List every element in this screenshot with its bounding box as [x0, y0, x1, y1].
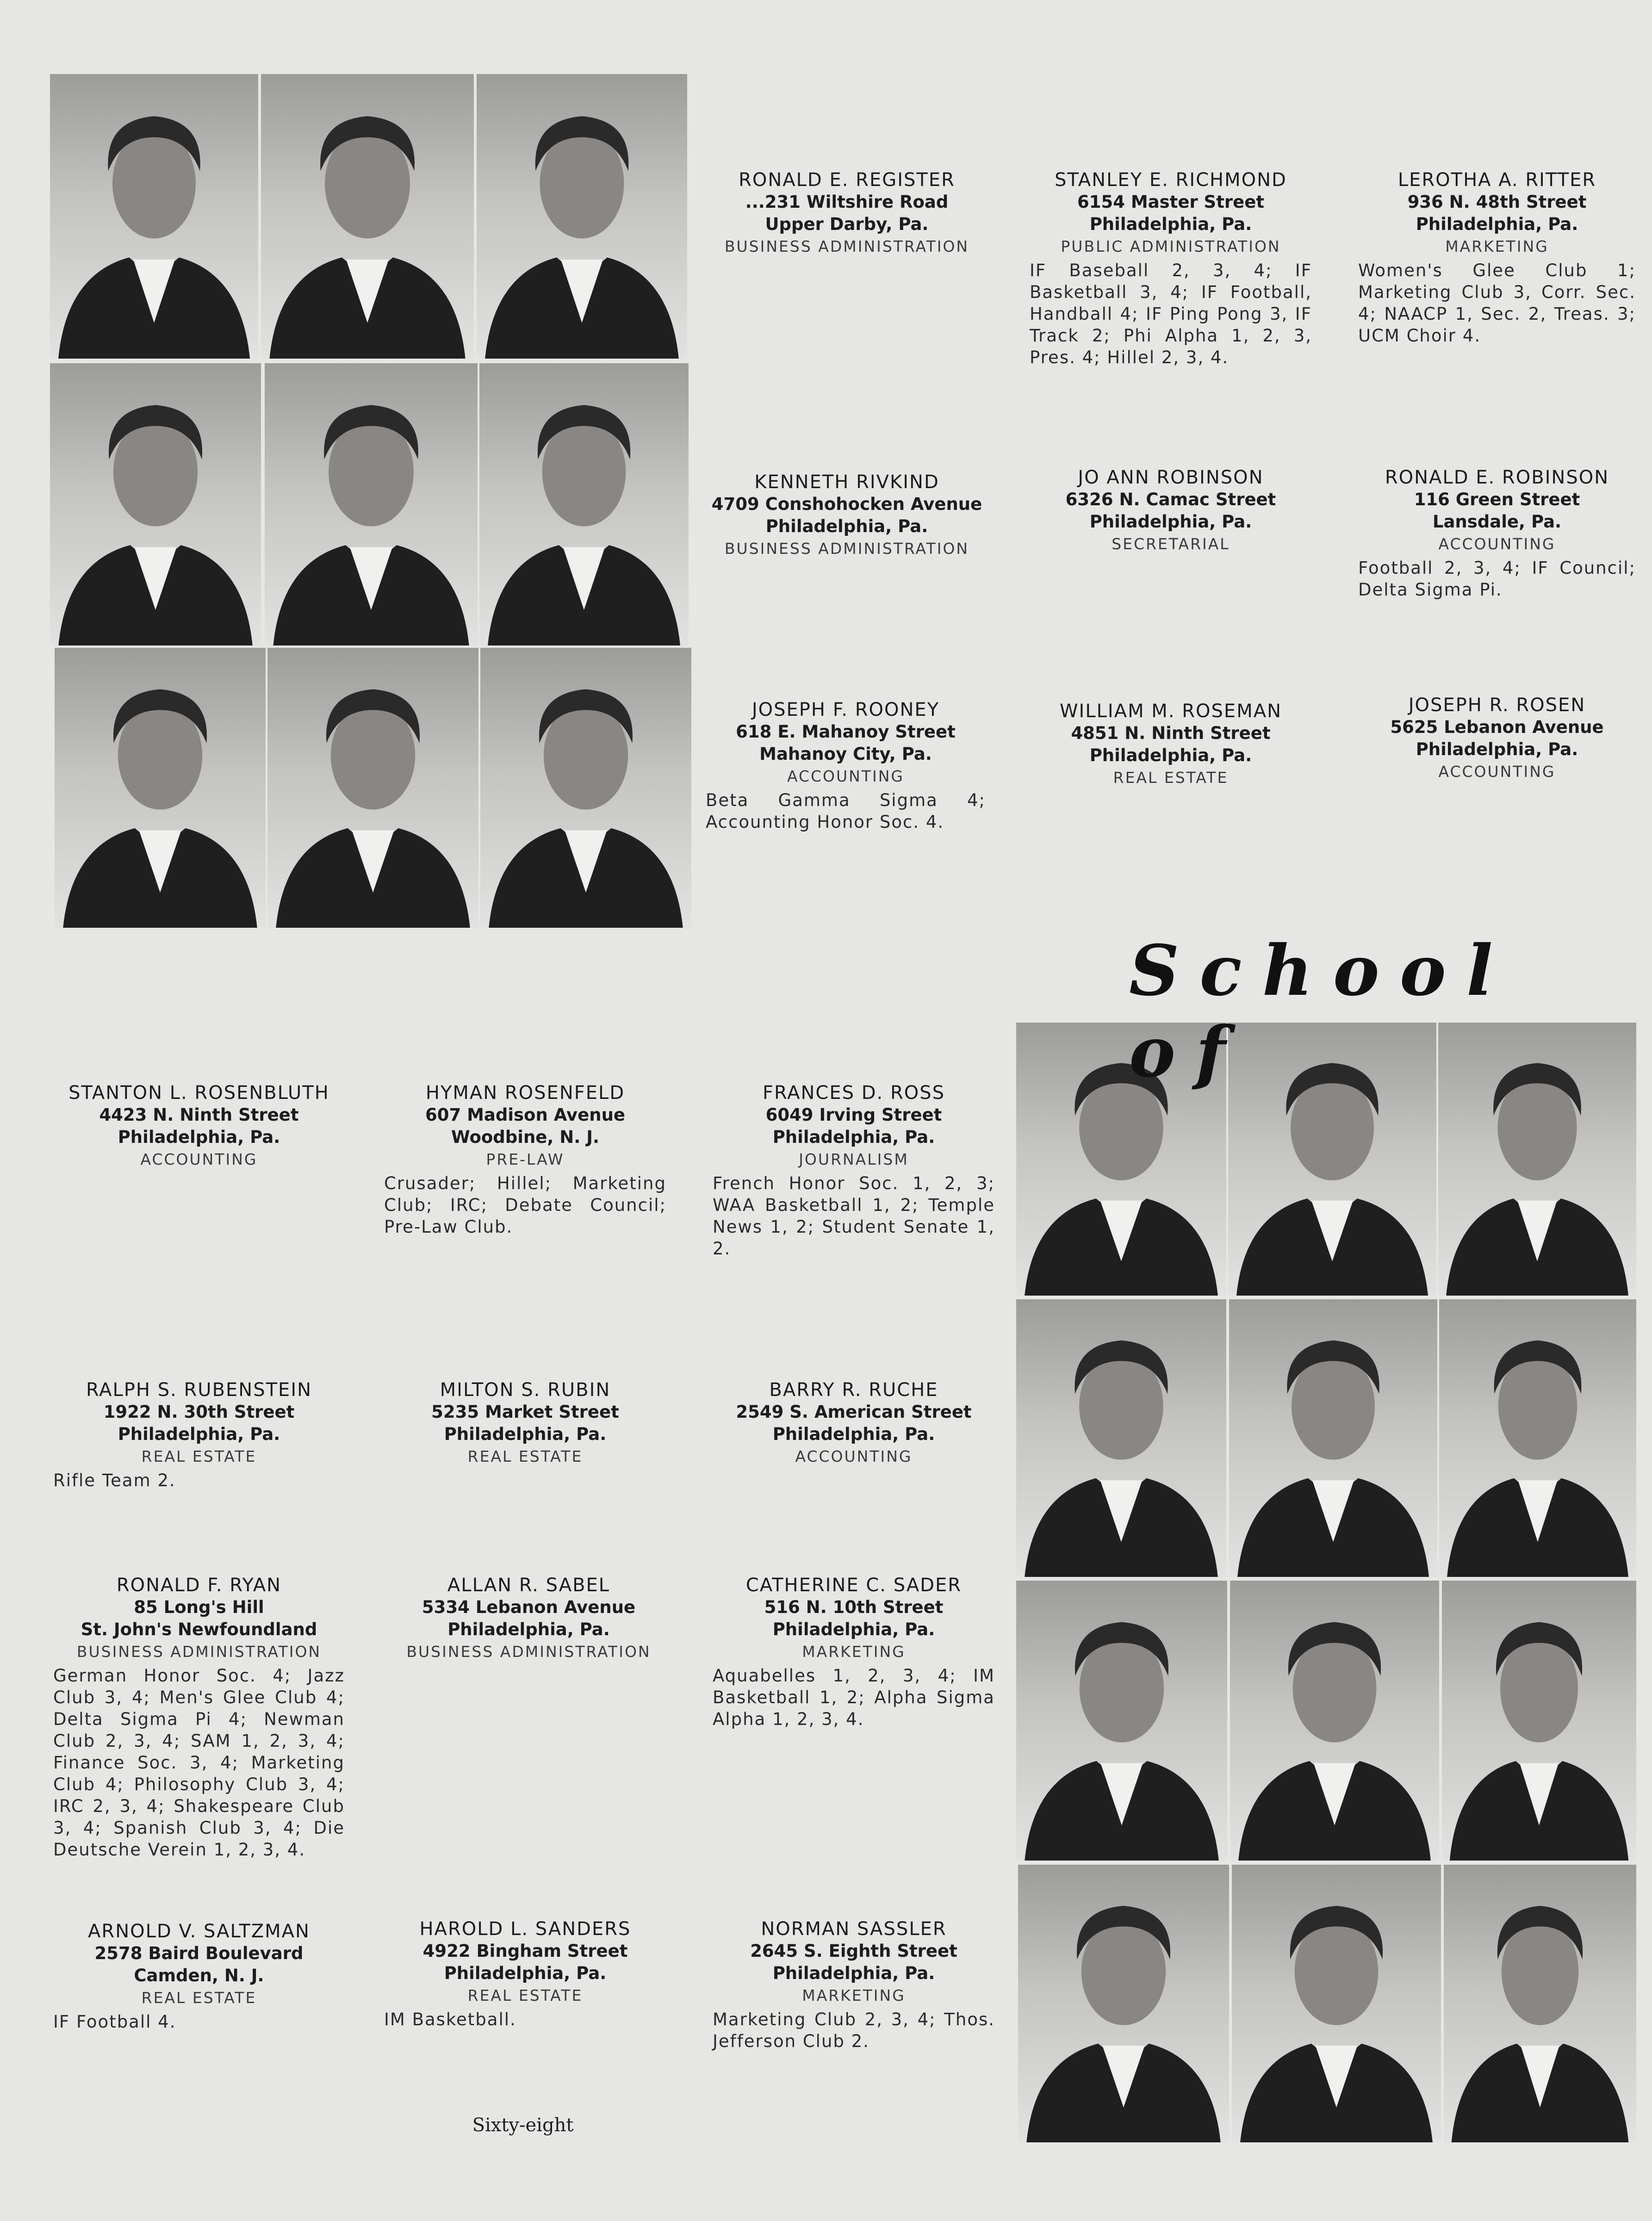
student-address: 4922 Bingham Street [422, 1941, 628, 1961]
portrait-photo [477, 74, 687, 359]
student-entry [1030, 700, 1312, 789]
student-address: 6154 Master Street [1077, 192, 1265, 212]
student-name: RONALD F. RYAN [116, 1575, 282, 1596]
student-entry [384, 1574, 673, 1663]
student-address: 5334 Lebanon Avenue [422, 1597, 636, 1617]
student-name: WILLIAM M. ROSEMAN [1060, 701, 1282, 722]
portrait-photo [1439, 1299, 1636, 1577]
student-entry [1358, 694, 1636, 783]
student-entry [384, 1918, 666, 2030]
student-city: Philadelphia, Pa. [765, 516, 928, 536]
student-major: SECRETARIAL [1112, 535, 1230, 553]
student-name: STANTON L. ROSENBLUTH [68, 1082, 329, 1104]
student-city: Philadelphia, Pa. [1089, 214, 1252, 234]
student-entry [713, 1574, 995, 1730]
student-address: ...231 Wiltshire Road [745, 192, 949, 212]
portrait-photo [1442, 1581, 1636, 1861]
student-city: Philadelphia, Pa. [772, 1619, 935, 1639]
student-name: STANLEY E. RICHMOND [1055, 169, 1287, 191]
portrait-photo [1229, 1299, 1437, 1577]
student-major: REAL ESTATE [1113, 769, 1229, 787]
student-entry [713, 1082, 995, 1259]
student-activities: IF Baseball 2, 3, 4; IF Basketball 3, 4; IF Football, Handball 4; IF Ping Pong 3, IF Track 2; Phi Alpha 1, 2, 3, Pres. 4; Hillel 2, 3, 4. [1030, 261, 1312, 367]
student-name: RALPH S. RUBENSTEIN [86, 1379, 312, 1401]
student-address: 4851 N. Ninth Street [1071, 723, 1271, 743]
section-heading: School of [1129, 930, 1513, 1093]
student-activities: Aquabelles 1, 2, 3, 4; IM Basketball 1, 2; Alpha Sigma Alpha 1, 2, 3, 4. [713, 1666, 995, 1729]
student-major: BUSINESS ADMINISTRATION [76, 1643, 322, 1661]
student-entry [384, 1379, 666, 1468]
student-address: 1922 N. 30th Street [103, 1402, 295, 1422]
student-address: 5625 Lebanon Avenue [1390, 717, 1604, 737]
student-activities: Beta Gamma Sigma 4; Accounting Honor Soc. 4. [706, 790, 986, 832]
student-entry [1358, 169, 1636, 347]
student-major: PUBLIC ADMINISTRATION [1061, 237, 1281, 255]
portrait-photo [1016, 1581, 1227, 1861]
student-address: 4709 Conshohocken Avenue [711, 494, 982, 514]
student-city: Philadelphia, Pa. [1416, 214, 1578, 234]
student-address: 5235 Market Street [431, 1402, 619, 1422]
student-activities: Rifle Team 2. [53, 1470, 176, 1490]
student-activities: German Honor Soc. 4; Jazz Club 3, 4; Men's Glee Club 4; Delta Sigma Pi 4; Newman Club 2, 3, 4; SAM 1, 2, 3, 4; Finance Soc. 3, 4; Marketing Club 4; Philosophy Club 3, 4; IRC 2, 3, 4; Shakespeare Club 3, 4; Spanish Club 3, 4; Die Deutsche Verein 1, 2, 3, 4. [53, 1666, 345, 1860]
page-number: Sixty-eight [472, 2115, 574, 2136]
student-activities: French Honor Soc. 1, 2, 3; WAA Basketball 1, 2; Temple News 1, 2; Student Senate 1, 2. [713, 1173, 995, 1259]
student-name: MILTON S. RUBIN [440, 1379, 611, 1401]
student-activities: IF Football 4. [53, 2012, 176, 2032]
student-major: JOURNALISM [799, 1150, 909, 1168]
student-address: 116 Green Street [1414, 490, 1580, 509]
student-major: REAL ESTATE [467, 1986, 583, 2004]
student-name: RONALD E. REGISTER [739, 169, 955, 191]
student-address: 618 E. Mahanoy Street [736, 722, 956, 742]
student-address: 936 N. 48th Street [1407, 192, 1587, 212]
portrait-photo [1444, 1865, 1636, 2142]
student-name: JOSEPH R. ROSEN [1408, 695, 1586, 716]
student-entry [708, 169, 986, 258]
student-entry [53, 1574, 345, 1861]
student-activities: Marketing Club 2, 3, 4; Thos. Jefferson Club 2. [713, 2010, 995, 2051]
student-address: 516 N. 10th Street [764, 1597, 944, 1617]
student-city: Philadelphia, Pa. [772, 1127, 935, 1147]
student-entry [706, 699, 986, 833]
student-entry [1030, 169, 1312, 368]
student-major: BUSINESS ADMINISTRATION [724, 237, 969, 255]
student-entry [708, 471, 986, 560]
student-name: CATHERINE C. SADER [745, 1575, 962, 1596]
portrait-photo [265, 363, 478, 645]
student-address: 85 Long's Hill [134, 1597, 264, 1617]
student-name: FRANCES D. ROSS [762, 1082, 945, 1104]
student-entry [1358, 466, 1636, 601]
student-city: Philadelphia, Pa. [444, 1963, 607, 1983]
student-city: Camden, N. J. [134, 1966, 264, 1985]
student-entry [53, 1920, 345, 2033]
student-major: BUSINESS ADMINISTRATION [406, 1643, 651, 1661]
student-name: LEROTHA A. RITTER [1397, 169, 1596, 191]
student-city: Philadelphia, Pa. [772, 1963, 935, 1983]
student-city: Upper Darby, Pa. [765, 214, 929, 234]
portrait-photo [479, 363, 689, 645]
student-major: REAL ESTATE [141, 1447, 257, 1465]
student-city: Philadelphia, Pa. [118, 1424, 280, 1444]
student-address: 6049 Irving Street [765, 1105, 942, 1125]
student-city: St. John's Newfoundland [81, 1619, 317, 1639]
student-major: MARKETING [1445, 237, 1549, 255]
portrait-photo [261, 74, 474, 359]
student-name: KENNETH RIVKIND [754, 471, 939, 493]
portrait-photo [480, 648, 691, 928]
student-major: MARKETING [802, 1643, 906, 1661]
student-major: PRE-LAW [486, 1150, 565, 1168]
student-city: Philadelphia, Pa. [1416, 739, 1578, 759]
student-name: JO ANN ROBINSON [1078, 467, 1264, 488]
portrait-photo [1018, 1865, 1229, 2142]
student-name: JOSEPH F. ROONEY [751, 699, 940, 720]
student-entry [53, 1082, 345, 1171]
portrait-photo [55, 648, 266, 928]
student-name: HAROLD L. SANDERS [419, 1918, 631, 1940]
student-name: BARRY R. RUCHE [769, 1379, 938, 1401]
student-city: Philadelphia, Pa. [118, 1127, 280, 1147]
student-city: Philadelphia, Pa. [772, 1424, 935, 1444]
student-major: ACCOUNTING [1438, 535, 1556, 553]
student-city: Philadelphia, Pa. [447, 1619, 610, 1639]
student-address: 4423 N. Ninth Street [99, 1105, 299, 1125]
student-name: NORMAN SASSLER [761, 1918, 947, 1940]
student-name: RONALD E. ROBINSON [1385, 467, 1609, 488]
portrait-photo [267, 648, 478, 928]
student-major: REAL ESTATE [141, 1989, 257, 2007]
student-activities: IM Basketball. [384, 2010, 516, 2029]
student-city: Mahanoy City, Pa. [759, 744, 932, 764]
student-name: ALLAN R. SABEL [447, 1575, 610, 1596]
student-city: Lansdale, Pa. [1432, 512, 1562, 532]
student-address: 2645 S. Eighth Street [750, 1941, 957, 1961]
student-major: REAL ESTATE [467, 1447, 583, 1465]
portrait-photo [1232, 1865, 1441, 2142]
portrait-photo [50, 74, 258, 359]
student-address: 6326 N. Camac Street [1065, 490, 1276, 509]
student-major: BUSINESS ADMINISTRATION [724, 540, 969, 558]
student-city: Woodbine, N. J. [451, 1127, 600, 1147]
student-city: Philadelphia, Pa. [444, 1424, 607, 1444]
student-major: ACCOUNTING [787, 767, 905, 785]
student-city: Philadelphia, Pa. [1089, 745, 1252, 765]
student-entry [384, 1082, 666, 1238]
student-address: 2549 S. American Street [736, 1402, 972, 1422]
student-activities: Crusader; Hillel; Marketing Club; IRC; Debate Council; Pre-Law Club. [384, 1173, 666, 1237]
student-name: ARNOLD V. SALTZMAN [88, 1921, 310, 1942]
portrait-photo [1230, 1581, 1439, 1861]
student-major: MARKETING [802, 1986, 906, 2004]
student-entry [713, 1379, 995, 1468]
student-major: ACCOUNTING [795, 1447, 913, 1465]
student-major: ACCOUNTING [140, 1150, 258, 1168]
student-major: ACCOUNTING [1438, 763, 1556, 781]
student-entry [713, 1918, 995, 2052]
student-entry [1030, 466, 1312, 555]
portrait-photo [1016, 1299, 1226, 1577]
student-address: 2578 Baird Boulevard [94, 1943, 304, 1963]
student-activities: Women's Glee Club 1; Marketing Club 3, Corr. Sec. 4; NAACP 1, Sec. 2, Treas. 3; UCM Choir 4. [1358, 261, 1636, 346]
student-name: HYMAN ROSENFELD [425, 1082, 625, 1104]
student-city: Philadelphia, Pa. [1089, 512, 1252, 532]
portrait-photo [50, 363, 261, 645]
student-entry [53, 1379, 345, 1491]
student-activities: Football 2, 3, 4; IF Council; Delta Sigma Pi. [1358, 558, 1636, 600]
student-address: 607 Madison Avenue [425, 1105, 626, 1125]
